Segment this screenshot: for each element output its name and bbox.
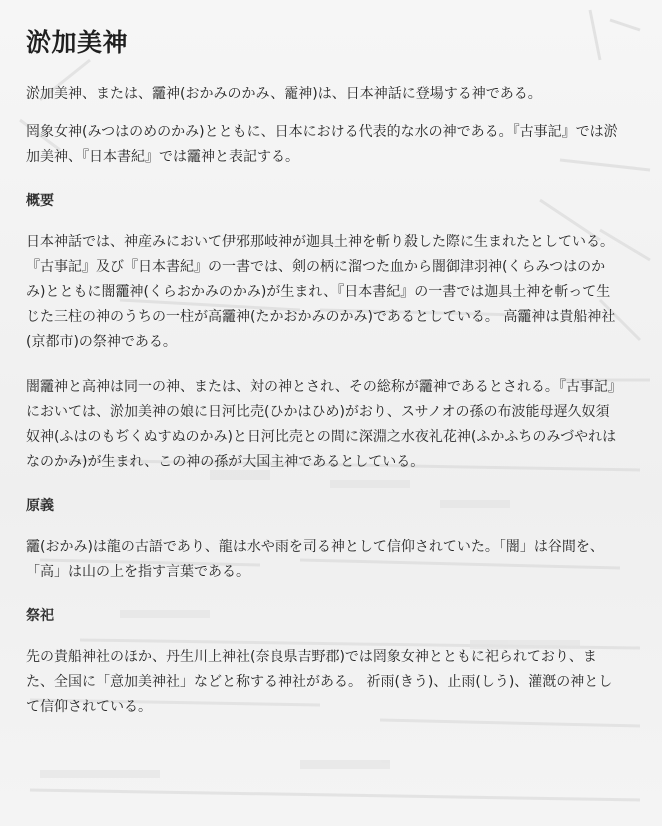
article-title: 淤加美神 [26, 28, 129, 57]
section-paragraph: 闇龗神と高神は同一の神、または、対の神とされ、その総称が龗神であるとされる。『古事記』においては、淤加美神の娘に日河比売(ひかはひめ)がおり、スサノオの孫の布波能母遅久奴須奴神(ふはのもぢくぬすぬのかみ)と日河比売との間に深淵之水夜礼花神(ふかふちのみづやれはなのかみ)が生まれ、この神の孫が大国主神であるとしている。 [26, 379, 622, 470]
intro-paragraph: 淤加美神、または、龗神(おかみのかみ、靇神)は、日本神話に登場する神である。 [26, 86, 542, 102]
section-paragraph: 龗(おかみ)は龍の古語であり、龍は水や雨を司る神として信仰されていた。「闇」は谷間を、「高」は山の上を指す言葉である。 [26, 539, 604, 580]
section-paragraph: 先の貴船神社のほか、丹生川上神社(奈良県吉野郡)では罔象女神とともに祀られており、また、全国に「意加美神社」などと称する神社がある。 祈雨(きう)、止雨(しう)、灌漑の神として信仰されている。 [26, 649, 613, 715]
section-heading-worship: 祭祀 [26, 608, 54, 624]
article-body [26, 26, 622, 720]
section-heading-overview: 概要 [26, 193, 54, 209]
section-paragraph: 日本神話では、神産みにおいて伊邪那岐神が迦具土神を斬り殺した際に生まれたとしている。『古事記』及び『日本書紀』の一書では、剣の柄に溜つた血から闇御津羽神(くらみつはのかみ)とともに闇龗神(くらおかみのかみ)が生まれ、『日本書紀』の一書では迦具土神を斬って生じた三柱の神のうちの一柱が高龗神(たかおかみのかみ)であるとしている。 高龗神は貴船神社(京都市)の祭神である。 [26, 234, 616, 350]
section-heading-origin: 原義 [26, 498, 54, 514]
intro-paragraph: 罔象女神(みつはのめのかみ)とともに、日本における代表的な水の神である。『古事記』では淤加美神、『日本書紀』では龗神と表記する。 [26, 124, 618, 165]
